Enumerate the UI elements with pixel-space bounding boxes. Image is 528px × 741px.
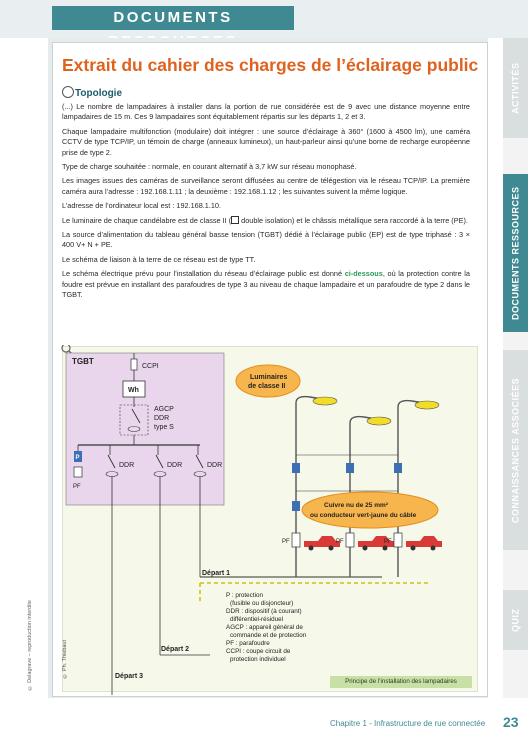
wh-label: Wh (128, 387, 139, 394)
svg-text:de classe II: de classe II (248, 383, 286, 390)
svg-text:PF: PF (73, 484, 81, 490)
svg-text:PF: PF (336, 539, 344, 545)
installation-diagram (60, 345, 478, 695)
svg-text:DDR: DDR (207, 462, 223, 469)
paragraph: (...) Le nombre de lampadaires à installer dans la portion de rue considérée est de 9 avec une distance moyenne entre lampadaires de 15 m. Ces 9 lampadaires sont équitablement répartis sur les départs 1, 2 et 3. (62, 102, 470, 122)
diagram-caption: Principe de l’installation des lampadaires (330, 676, 472, 688)
svg-text:(fusible ou disjoncteur): (fusible ou disjoncteur) (230, 600, 294, 607)
lamp-post-3 (384, 401, 442, 577)
tab-quiz[interactable]: QUIZ (503, 590, 528, 650)
paragraph: Type de charge souhaitée : normale, en courant alternatif à 3,7 kW sur réseau monophasé. (62, 162, 357, 172)
svg-text:ou conducteur vert-jaune du câ: ou conducteur vert-jaune du câble (310, 512, 417, 519)
highlight-link: ci-dessous (344, 269, 383, 279)
page-title: Extrait du cahier des charges de l’éclairage public (62, 55, 479, 75)
paragraph: Les images issues des caméras de surveillance seront diffusées au centre de télégestion via le réseau TCP/IP. La première caméra aura l’adresse : 192.168.1.11 ; la deuxième : 192.168.1.12 ; les suivantes suivent la même logique. (62, 176, 470, 196)
paragraph: Le luminaire de chaque candélabre est de classe II ( double isolation) et le châssis métallique sera raccordé à la terre (PE). (62, 215, 468, 225)
paragraph: La source d’alimentation du tableau général basse tension (TGBT) dédié à l’éclairage public (EP) est de type triphasé : 3 × 400 V+ N + PE. (62, 230, 470, 250)
photo-credit: © Ph. Thiebaut (62, 640, 68, 679)
svg-text:AGCP : appareil général de: AGCP : appareil général de (226, 624, 303, 631)
tab-connaissances-associees[interactable]: CONNAISSANCES ASSOCIÉES (503, 350, 528, 550)
footer-chapter: Chapitre 1 - Infrastructure de rue connectée (330, 719, 486, 728)
copyright-notice: © Delagrave – reproduction interdite (27, 600, 33, 691)
section-label: DOCUMENTS (52, 6, 294, 30)
tab-activites[interactable]: ACTIVITÉS (503, 38, 528, 138)
agcp-label: AGCP (154, 406, 174, 413)
cuivre-label: Cuivre nu de 25 mm² (324, 502, 388, 509)
svg-text:commande et de protection: commande et de protection (230, 632, 307, 639)
paragraph: L’adresse de l’ordinateur local est : 192.168.1.10. (62, 201, 222, 211)
svg-text:DDR: DDR (167, 462, 183, 469)
type-s-label: type S (154, 424, 174, 431)
depart-2-label: Départ 2 (161, 646, 190, 653)
ddr-main-label: DDR (154, 415, 170, 422)
double-insulation-icon (231, 216, 239, 224)
paragraph: Chaque lampadaire multifonction (modulaire) doit intégrer : une source d’éclairage à 360° (1600 à 4500 lm), une caméra CCTV de type TCP/IP, un témoin de charge (anneaux lumineux), un haut-parleur ainsi qu’une borne de recharge européenne prise de type 2. (62, 126, 470, 157)
svg-text:P : protection: P : protection (226, 592, 263, 599)
subhead (62, 86, 122, 99)
tab-documents-ressources[interactable]: DOCUMENTS RESSOURCES (503, 174, 528, 332)
paragraph: Le schéma électrique prévu pour l’installation du réseau d’éclairage public est donné ci-dessous, où la protection contre la foudre est prévue en installant des parafoudres de type 3 au niveau de chaque lampadaire et un parafoudre de type 2 dans le TGBT. (62, 269, 470, 300)
svg-text:protection individuel: protection individuel (230, 656, 286, 663)
magnifier-icon (62, 86, 74, 98)
luminaires-label: Luminaires (250, 374, 288, 381)
depart-3-label: Départ 3 (115, 673, 144, 680)
depart-1-label: Départ 1 (202, 570, 231, 577)
page-number: 23 (503, 714, 519, 730)
legend (226, 592, 307, 663)
svg-text:PF: PF (384, 539, 392, 545)
ccpi-label: CCPI (142, 363, 159, 370)
svg-text:DDR: DDR (119, 462, 135, 469)
svg-text:CCPI : coupe circuit de: CCPI : coupe circuit de (226, 648, 291, 655)
svg-text:PF: PF (282, 539, 290, 545)
svg-text:P: P (75, 455, 80, 461)
paragraph: Le schéma de liaison à la terre de ce réseau est de type TT. (62, 254, 256, 264)
svg-text:PF : parafoudre: PF : parafoudre (226, 640, 270, 647)
subhead-label: Topologie (75, 88, 123, 99)
body-text (62, 102, 470, 305)
svg-text:DDR : dispositif (à courant): DDR : dispositif (à courant) (226, 608, 302, 615)
lamp-post-1 (282, 397, 340, 577)
svg-text:différentiel-résiduel: différentiel-résiduel (230, 616, 284, 623)
tgbt-label: TGBT (72, 357, 94, 366)
